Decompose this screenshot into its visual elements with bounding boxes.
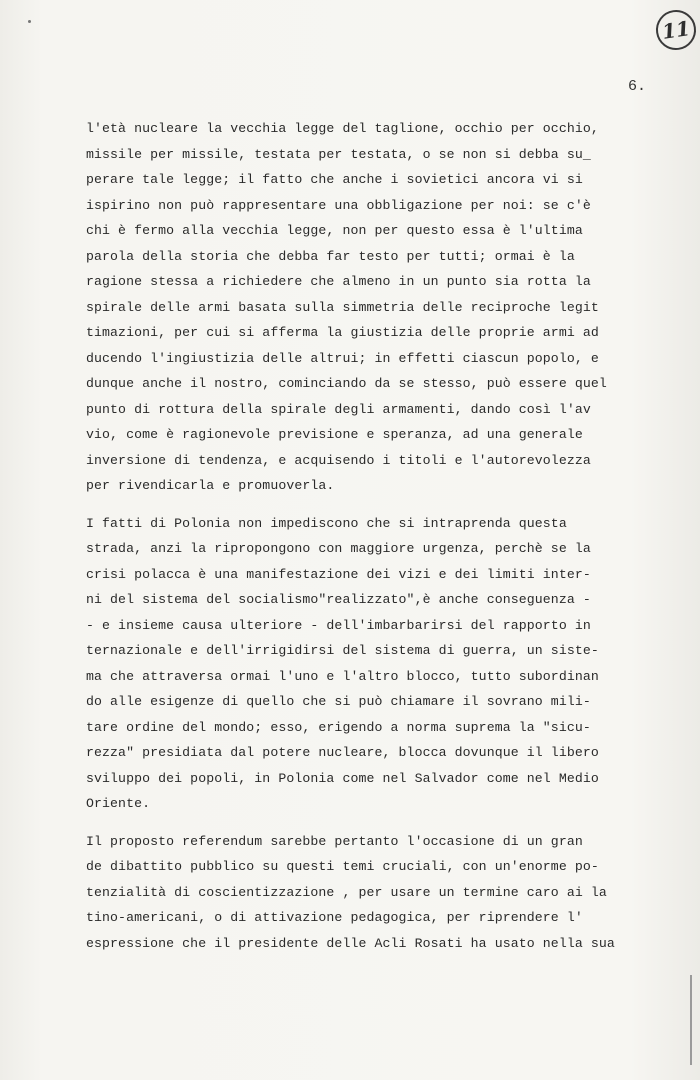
speck-mark	[28, 20, 31, 23]
text-line: I fatti di Polonia non impediscono che si intraprenda questa	[86, 515, 567, 531]
text-line: sviluppo dei popoli, in Polonia come nel Salvador come nel Medio	[86, 770, 599, 786]
scan-edge-mark	[690, 975, 692, 1065]
text-line: - e insieme causa ulteriore - dell'imbarbarirsi del rapporto in	[86, 617, 591, 633]
text-line: chi è fermo alla vecchia legge, non per questo essa è l'ultima	[86, 223, 583, 238]
text-line: dunque anche il nostro, cominciando da se stesso, può essere quel	[86, 376, 607, 391]
text-line: espressione che il presidente delle Acli Rosati ha usato nella sua	[86, 935, 615, 951]
text-line: ispirino non può rappresentare una obbligazione per noi: se c'è	[86, 197, 591, 213]
text-line: ma che attraversa ormai l'uno e l'altro blocco, tutto subordinan	[86, 668, 599, 684]
text-line: Il proposto referendum sarebbe pertanto l'occasione di un gran	[86, 833, 583, 849]
text-line: per rivendicarla e promuoverla.	[86, 478, 335, 493]
text-line: tare ordine del mondo; esso, erigendo a norma suprema la "sicu-	[86, 719, 591, 735]
text-line: tino-americani, o di attivazione pedagogica, per riprendere l'	[86, 910, 583, 925]
text-line: timazioni, per cui si afferma la giustizia delle proprie armi ad	[86, 325, 599, 340]
text-line: ducendo l'ingiustizia delle altrui; in effetti ciascun popolo, e	[86, 350, 599, 366]
paragraph-2	[86, 511, 646, 817]
text-line: de dibattito pubblico su questi temi cruciali, con un'enorme po-	[86, 859, 599, 874]
page-number: 6.	[628, 78, 647, 95]
text-line: tenzialità di coscientizzazione , per usare un termine caro ai la	[86, 884, 607, 900]
text-line: ternazionale e dell'irrigidirsi del sistema di guerra, un siste-	[86, 643, 599, 658]
paragraph-1	[86, 116, 646, 499]
text-line: crisi polacca è una manifestazione dei vizi e dei limiti inter-	[86, 566, 591, 582]
text-line: vio, come è ragionevole previsione e speranza, ad una generale	[86, 427, 583, 442]
paragraph-3	[86, 829, 646, 957]
text-line: Oriente.	[86, 796, 151, 811]
text-line: punto di rottura della spirale degli armamenti, dando così l'av	[86, 401, 591, 417]
text-line: ni del sistema del socialismo"realizzato",è anche conseguenza -	[86, 592, 591, 607]
body-text	[86, 116, 646, 956]
text-line: do alle esigenze di quello che si può chiamare il sovrano mili-	[86, 694, 591, 709]
text-line: missile per missile, testata per testata, o se non si debba su_	[86, 146, 591, 162]
text-line: ragione stessa a richiedere che almeno in un punto sia rotta la	[86, 274, 591, 289]
text-line: spirale delle armi basata sulla simmetria delle reciproche legit	[86, 299, 599, 315]
text-line: parola della storia che debba far testo per tutti; ormai è la	[86, 248, 575, 264]
text-line: rezza" presidiata dal potere nucleare, blocca dovunque il libero	[86, 745, 599, 760]
text-line: strada, anzi la ripropongono con maggiore urgenza, perchè se la	[86, 541, 591, 556]
page-stamp: 11	[653, 7, 698, 52]
text-line: perare tale legge; il fatto che anche i sovietici ancora vi si	[86, 172, 583, 187]
text-line: inversione di tendenza, e acquisendo i titoli e l'autorevolezza	[86, 452, 591, 468]
text-line: l'età nucleare la vecchia legge del taglione, occhio per occhio,	[86, 121, 599, 136]
